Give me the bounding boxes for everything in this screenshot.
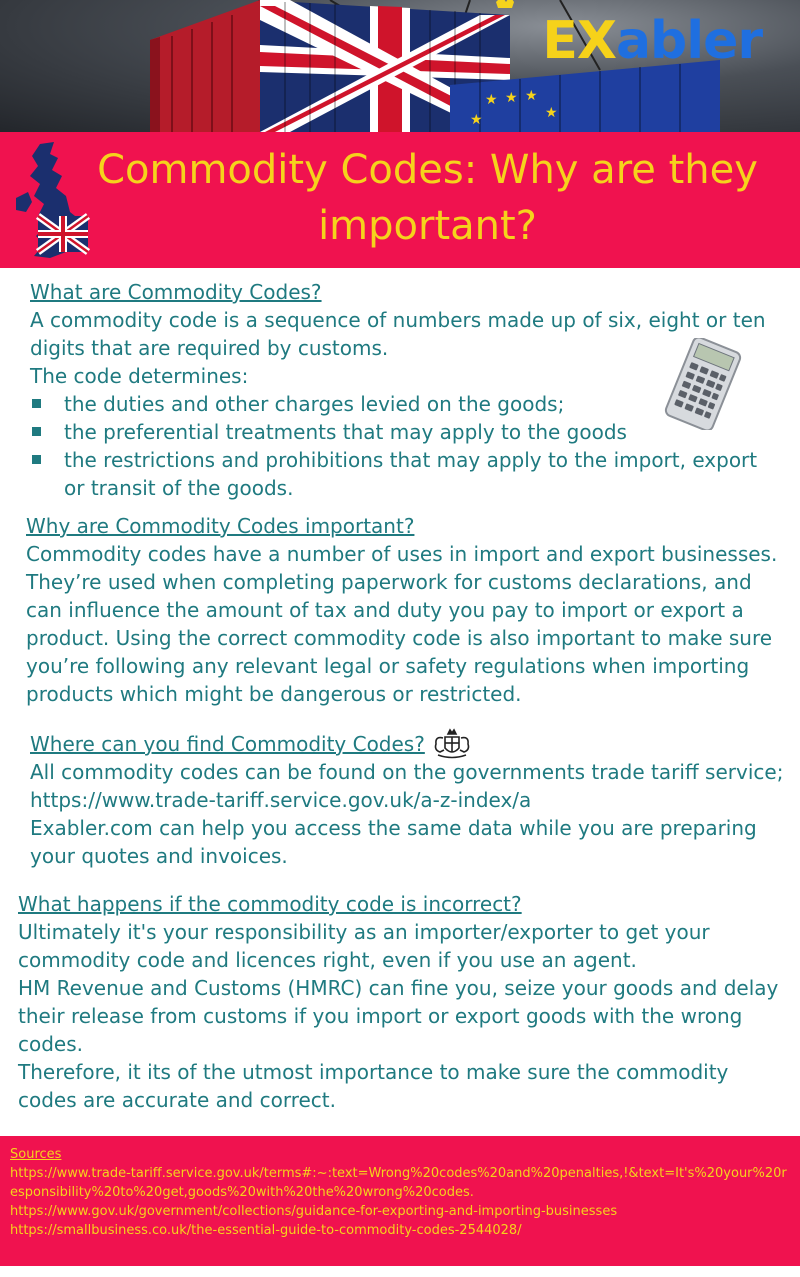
svg-text:★: ★: [505, 90, 518, 106]
section-heading: What happens if the commodity code is incorrect?: [18, 892, 522, 916]
sources-heading: Sources: [10, 1147, 62, 1162]
list-item-text: the restrictions and prohibitions that may apply to the import, export or transit of the goods.: [64, 448, 758, 500]
page-title: Commodity Codes: Why are they important?: [97, 147, 758, 249]
logo-ex: EX: [542, 11, 616, 71]
source-link[interactable]: https://www.gov.uk/government/collections/guidance-for-exporting-and-importing-businesses: [10, 1204, 618, 1219]
section-line: All commodity codes can be found on the governments trade tariff service;: [30, 760, 784, 784]
source-link[interactable]: https://www.trade-tariff.service.gov.uk/terms#:~:text=Wrong%20codes%20and%20penalties,!&text=It's%20your%20responsibility%20to%20get,goods%20with%20the%20wrong%20codes.: [10, 1166, 787, 1200]
svg-text:★: ★: [525, 88, 538, 104]
tariff-url: https://www.trade-tariff.service.gov.uk/a-z-index/a: [30, 788, 532, 812]
bullet-square-icon: [32, 427, 41, 436]
section-line: Exabler.com can help you access the same data while you are preparing your quotes and invoices.: [30, 816, 757, 868]
royal-crest-icon: [430, 728, 474, 760]
logo-abler: abler: [615, 11, 762, 71]
title-band: [0, 132, 800, 268]
section-paragraph: Ultimately it's your responsibility as an importer/exporter to get your commodity code and licences right, even if you use an agent.: [18, 920, 710, 972]
section-incorrect: [18, 890, 788, 1114]
section-heading: Why are Commodity Codes important?: [26, 514, 415, 538]
section-heading: Where can you find Commodity Codes?: [30, 732, 425, 756]
source-link[interactable]: https://smallbusiness.co.uk/the-essential-guide-to-commodity-codes-2544028/: [10, 1223, 522, 1238]
sources-footer: [0, 1136, 800, 1266]
section-lead: The code determines:: [30, 364, 249, 388]
section-paragraph: Therefore, it its of the utmost importance to make sure the commodity codes are accurate and correct.: [18, 1060, 729, 1112]
list-item: [30, 446, 770, 502]
svg-text:★: ★: [545, 105, 558, 121]
svg-text:★: ★: [485, 92, 498, 108]
calculator-icon: [658, 338, 748, 430]
exabler-logo: [542, 6, 762, 76]
bullet-square-icon: [32, 399, 41, 408]
bullet-square-icon: [32, 455, 41, 464]
section-body: Commodity codes have a number of uses in import and export businesses. They’re used when completing paperwork for customs declarations, and can influence the amount of tax and duty you pay to import or export a product. Using the correct commodity code is also important to make sure you’re following any relevant legal or safety regulations when importing products which might be dangerous or restricted.: [26, 542, 778, 706]
list-item-text: the preferential treatments that may apply to the goods: [64, 420, 627, 444]
section-why: [26, 512, 786, 708]
section-heading: What are Commodity Codes?: [30, 280, 322, 304]
svg-text:★: ★: [470, 112, 483, 128]
section-intro: A commodity code is a sequence of numbers made up of six, eight or ten digits that are required by customs.: [30, 308, 766, 360]
section-where: [30, 730, 790, 870]
list-item-text: the duties and other charges levied on the goods;: [64, 392, 565, 416]
section-paragraph: HM Revenue and Customs (HMRC) can fine you, seize your goods and delay their release from customs if you import or export goods with the wrong codes.: [18, 976, 779, 1056]
hero-banner: [0, 0, 800, 132]
